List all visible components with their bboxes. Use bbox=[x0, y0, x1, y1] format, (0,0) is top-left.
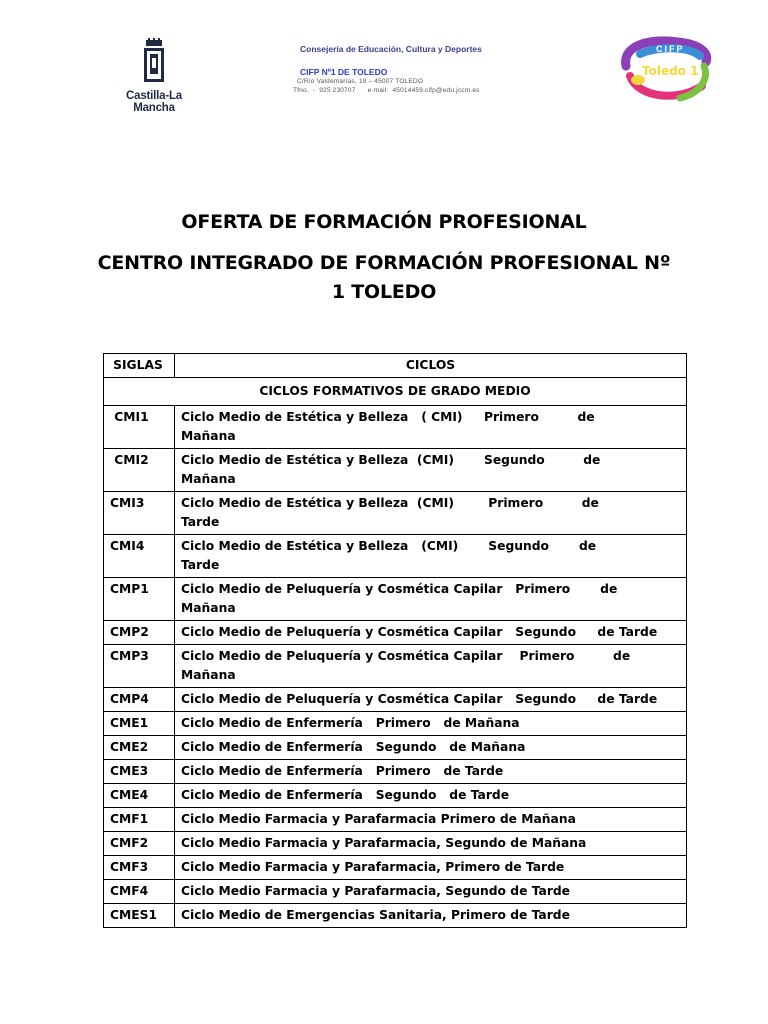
offer-table bbox=[103, 353, 687, 928]
row-code: CMP3 bbox=[104, 645, 175, 688]
col-header-siglas: SIGLAS bbox=[104, 354, 175, 378]
table-row bbox=[104, 578, 687, 621]
table-row bbox=[104, 621, 687, 645]
table-row bbox=[104, 808, 687, 832]
region-name: Castilla-La Mancha bbox=[126, 90, 182, 114]
table-row bbox=[104, 904, 687, 928]
row-ciclo: Ciclo Medio de Peluquería y Cosmética Capilar Segundo de Tarde bbox=[175, 621, 687, 645]
school-contact: Tfno. - 925 230707 e-mail: 45014459.cifp@edu.jccm.es bbox=[293, 87, 480, 94]
castle-crown-icon bbox=[140, 38, 168, 88]
col-header-ciclos: CICLOS bbox=[175, 354, 687, 378]
row-ciclo: Ciclo Medio Farmacia y Parafarmacia, Segundo de Mañana bbox=[175, 832, 687, 856]
table-row bbox=[104, 760, 687, 784]
row-code: CMP2 bbox=[104, 621, 175, 645]
row-ciclo: Ciclo Medio de Emergencias Sanitaria, Primero de Tarde bbox=[175, 904, 687, 928]
row-ciclo: Ciclo Medio de Enfermería Segundo de Mañana bbox=[175, 736, 687, 760]
row-ciclo: Ciclo Medio de Enfermería Segundo de Tarde bbox=[175, 784, 687, 808]
section-row bbox=[104, 378, 687, 406]
row-ciclo: Ciclo Medio de Estética y Belleza ( CMI) Primero de Mañana bbox=[175, 406, 687, 449]
row-code: CMI4 bbox=[104, 535, 175, 578]
row-code: CMF3 bbox=[104, 856, 175, 880]
row-code: CMP1 bbox=[104, 578, 175, 621]
row-ciclo: Ciclo Medio de Estética y Belleza (CMI) Segundo de Mañana bbox=[175, 449, 687, 492]
table-row bbox=[104, 492, 687, 535]
row-ciclo: Ciclo Medio de Estética y Belleza (CMI) Primero de Tarde bbox=[175, 492, 687, 535]
row-ciclo: Ciclo Medio de Peluquería y Cosmética Capilar Primero de Mañana bbox=[175, 578, 687, 621]
table-row bbox=[104, 535, 687, 578]
cifp-logo-city: Toledo 1 bbox=[642, 64, 699, 78]
row-code: CME3 bbox=[104, 760, 175, 784]
table-row bbox=[104, 856, 687, 880]
table-row bbox=[104, 688, 687, 712]
row-code: CME2 bbox=[104, 736, 175, 760]
cifp-logo bbox=[618, 36, 714, 106]
row-code: CME1 bbox=[104, 712, 175, 736]
table-row bbox=[104, 406, 687, 449]
table-row bbox=[104, 832, 687, 856]
cifp-logo-text: CIFP bbox=[656, 44, 685, 54]
row-code: CMI2 bbox=[104, 449, 175, 492]
table-row bbox=[104, 736, 687, 760]
row-code: CME4 bbox=[104, 784, 175, 808]
row-ciclo: Ciclo Medio de Enfermería Primero de Mañana bbox=[175, 712, 687, 736]
row-code: CMI3 bbox=[104, 492, 175, 535]
school-address: C/Río Valdemarías, 19 – 45007 TOLEDO bbox=[297, 78, 424, 85]
row-ciclo: Ciclo Medio Farmacia y Parafarmacia Primero de Mañana bbox=[175, 808, 687, 832]
row-code: CMI1 bbox=[104, 406, 175, 449]
row-ciclo: Ciclo Medio de Peluquería y Cosmética Capilar Segundo de Tarde bbox=[175, 688, 687, 712]
row-code: CMF1 bbox=[104, 808, 175, 832]
row-code: CMES1 bbox=[104, 904, 175, 928]
school-name: CIFP Nº1 DE TOLEDO bbox=[300, 67, 388, 77]
table-header-row bbox=[104, 354, 687, 378]
row-code: CMP4 bbox=[104, 688, 175, 712]
table-row bbox=[104, 645, 687, 688]
row-ciclo: Ciclo Medio de Estética y Belleza (CMI) Segundo de Tarde bbox=[175, 535, 687, 578]
table-row bbox=[104, 712, 687, 736]
section-title: CICLOS FORMATIVOS DE GRADO MEDIO bbox=[104, 378, 687, 406]
row-ciclo: Ciclo Medio Farmacia y Parafarmacia, Segundo de Tarde bbox=[175, 880, 687, 904]
table-row bbox=[104, 784, 687, 808]
jccm-logo bbox=[104, 38, 204, 114]
row-code: CMF4 bbox=[104, 880, 175, 904]
row-ciclo: Ciclo Medio de Enfermería Primero de Tarde bbox=[175, 760, 687, 784]
page-subtitle-line2: 1 TOLEDO bbox=[331, 281, 437, 303]
row-ciclo: Ciclo Medio Farmacia y Parafarmacia, Primero de Tarde bbox=[175, 856, 687, 880]
consejeria-label: Consejería de Educación, Cultura y Deportes bbox=[300, 44, 482, 54]
row-ciclo: Ciclo Medio de Peluquería y Cosmética Capilar Primero de Mañana bbox=[175, 645, 687, 688]
page-title: OFERTA DE FORMACIÓN PROFESIONAL bbox=[181, 211, 587, 233]
table-row bbox=[104, 449, 687, 492]
row-code: CMF2 bbox=[104, 832, 175, 856]
table-row bbox=[104, 880, 687, 904]
page-subtitle-line1: CENTRO INTEGRADO DE FORMACIÓN PROFESIONAL Nº bbox=[97, 252, 671, 274]
